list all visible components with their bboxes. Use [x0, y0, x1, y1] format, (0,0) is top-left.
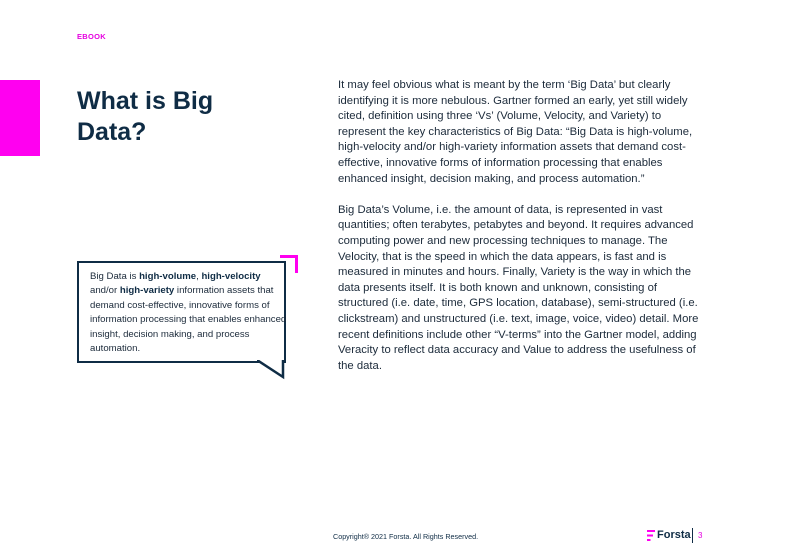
callout-text: [90, 270, 290, 356]
callout-text-part: Big Data is: [90, 271, 140, 282]
page-number: 3: [698, 531, 703, 540]
callout-bold-velocity: high-velocity: [201, 271, 261, 282]
callout-text-part: ,: [196, 271, 202, 282]
callout-bold-variety: high-variety: [119, 285, 175, 297]
callout-text-part: and/or: [90, 285, 120, 297]
body-paragraph-1: It may feel obvious what is meant by the term ‘Big Data’ but clearly identifying it is more nebulous. Gartner formed an early, yet still widely cited, definition using three ‘Vs’ (Volume, Velocity, and Variety) to represent the key characteristics of Big Data: “Big Data is high-volume, high-velocity and/or high-variety information assets that demand cost-effective, innovative forms of information processing that enables enhanced insight, decision making, and process automation.”: [338, 79, 693, 185]
forsta-logo-icon: [647, 530, 655, 541]
definition-callout: [77, 261, 287, 361]
page-title: What is Big Data?: [77, 87, 214, 146]
forsta-logo: [647, 529, 691, 541]
callout-bold-volume: high-volume: [139, 271, 197, 282]
callout-tail-icon: [257, 360, 287, 380]
logo-wordmark: Forsta: [657, 529, 691, 541]
callout-text-part: information assets that demand cost-effective, innovative forms of information processing that enables enhanced insight, decision making, and process automation.: [90, 285, 287, 355]
body-text: [338, 78, 710, 390]
footer-divider: [692, 528, 693, 543]
accent-bar: [0, 80, 40, 156]
body-paragraph-2: Big Data’s Volume, i.e. the amount of data, is represented in vast quantities; often terabytes, petabytes and beyond. It requires advanced computing power and new processing techniques to manage. The Velocity, that is the speed in which the data appears, is fast and is measured in minutes and hours. Finally, Variety is the way in which the data presents itself. It is both known and unknown, consisting of structured (i.e. date, time, GPS location, database), semi-structured (i.e. clickstream) and unstructured (i.e. text, image, voice, video) detail. More recent definitions include other “V-terms” into the Gartner model, adding Veracity to reflect data accuracy and Value to address the usefulness of the data.: [338, 203, 699, 372]
footer-copyright: Copyright® 2021 Forsta. All Rights Reserved.: [333, 532, 479, 541]
eyebrow-label: EBOOK: [77, 32, 107, 41]
